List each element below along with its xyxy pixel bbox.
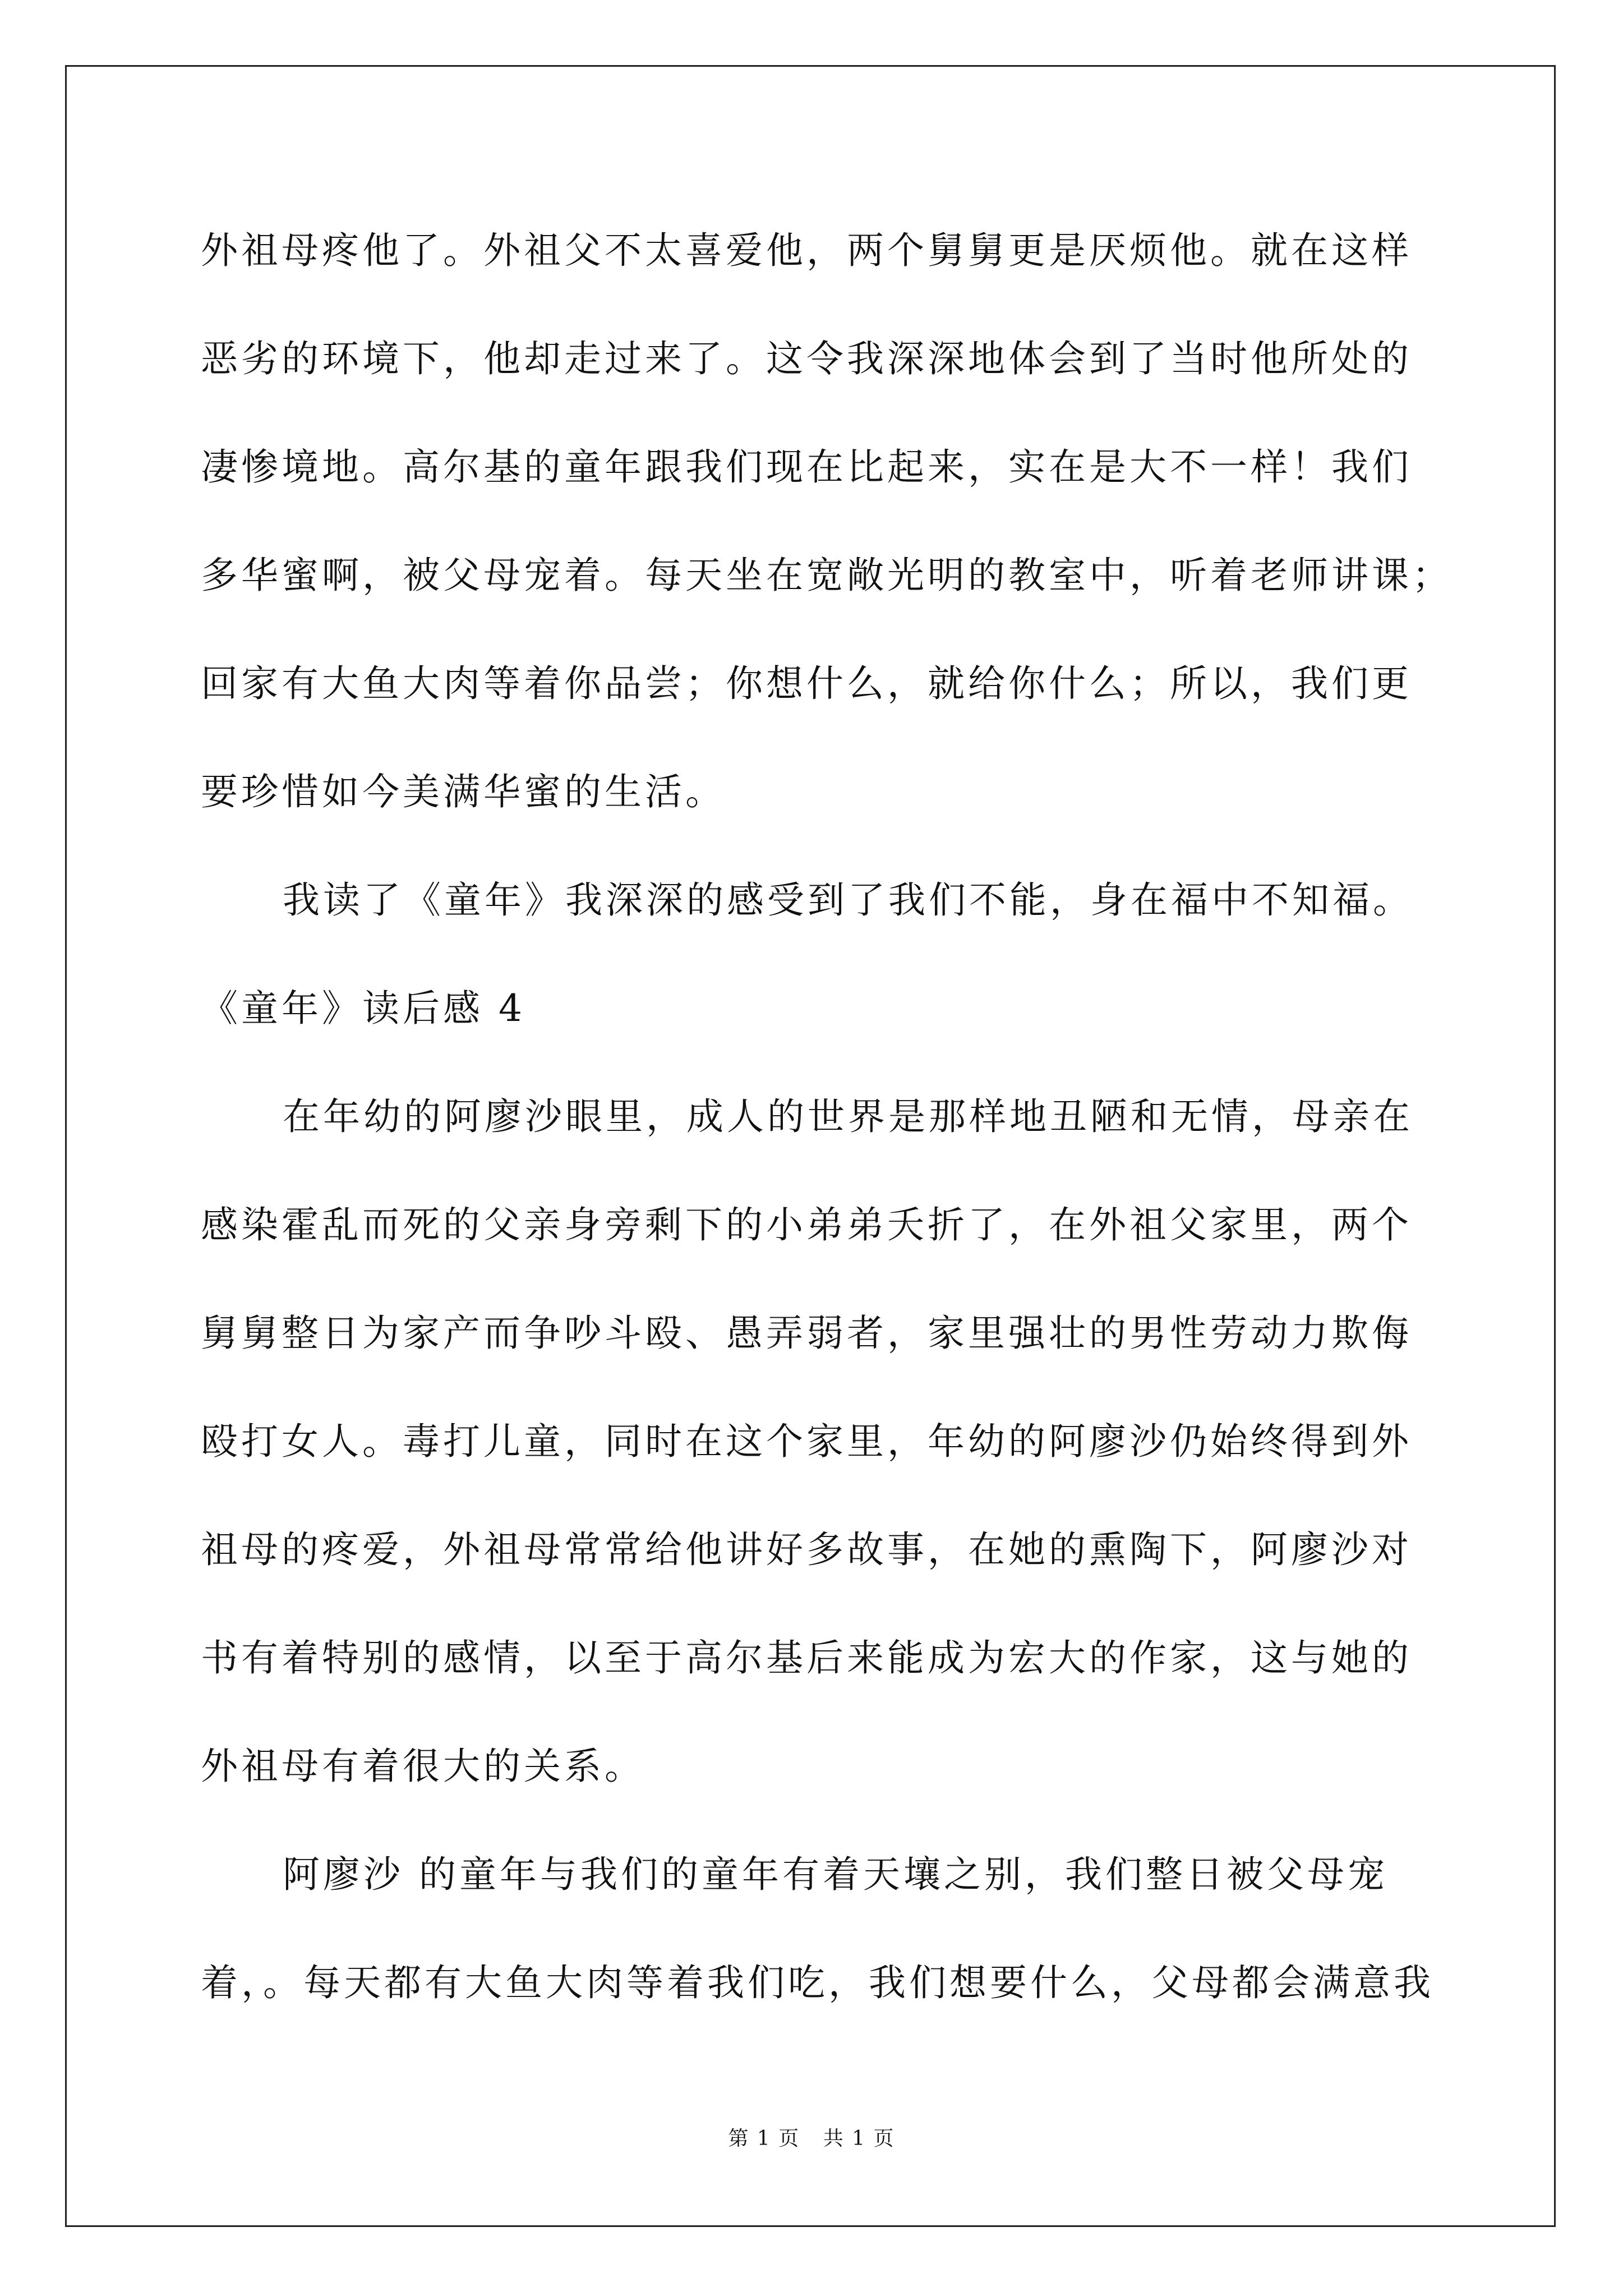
document-body [201,220,1453,2060]
page-footer [0,2125,1623,2153]
text-line: 着，。每天都有大鱼大肉等着我们吃，我们想要什么，父母都会满意我 [201,1961,1434,2004]
text-line: 凄惨境地。高尔基的童年跟我们现在比起来，实在是大不一样！我们 [201,445,1412,489]
text-line: 外祖母有着很大的关系。 [201,1745,645,1788]
paragraph-first-line: 在年幼的阿廖沙眼里，成人的世界是那样地丑陋和无情，母亲在 [283,1095,1413,1138]
text-line: 要珍惜如今美满华蜜的生活。 [201,770,726,813]
text-line: 感染霍乱而死的父亲身旁剩下的小弟弟夭折了，在外祖父家里，两个 [201,1203,1412,1246]
text-line: 回家有大鱼大肉等着你品尝；你想什么，就给你什么；所以，我们更 [201,662,1412,705]
text-line: 恶劣的环境下，他却走过来了。这令我深深地体会到了当时他所处的 [201,337,1412,380]
paragraph-first-line: 阿廖沙 的童年与我们的童年有着天壤之别，我们整日被父母宠 [283,1853,1388,1896]
text-line: 外祖母疼他了。外祖父不太喜爱他，两个舅舅更是厌烦他。就在这样 [201,229,1412,272]
text-line: 书有着特别的感情，以至于高尔基后来能成为宏大的作家，这与她的 [201,1636,1412,1680]
page-total: 共 1 页 [823,2127,895,2150]
section-heading: 《童年》读后感 4 [201,987,525,1030]
text-line: 殴打女人。毒打儿童，同时在这个家里，年幼的阿廖沙仍始终得到外 [201,1420,1412,1463]
page-number: 第 1 页 [728,2127,800,2150]
text-line: 祖母的疼爱，外祖母常常给他讲好多故事，在她的熏陶下，阿廖沙对 [201,1528,1412,1571]
paragraph-first-line: 我读了《童年》我深深的感受到了我们不能，身在福中不知福。 [283,878,1413,922]
text-line: 舅舅整日为家产而争吵斗殴、愚弄弱者，家里强壮的男性劳动力欺侮 [201,1312,1412,1355]
text-line: 多华蜜啊，被父母宠着。每天坐在宽敞光明的教室中，听着老师讲课； [201,554,1453,597]
